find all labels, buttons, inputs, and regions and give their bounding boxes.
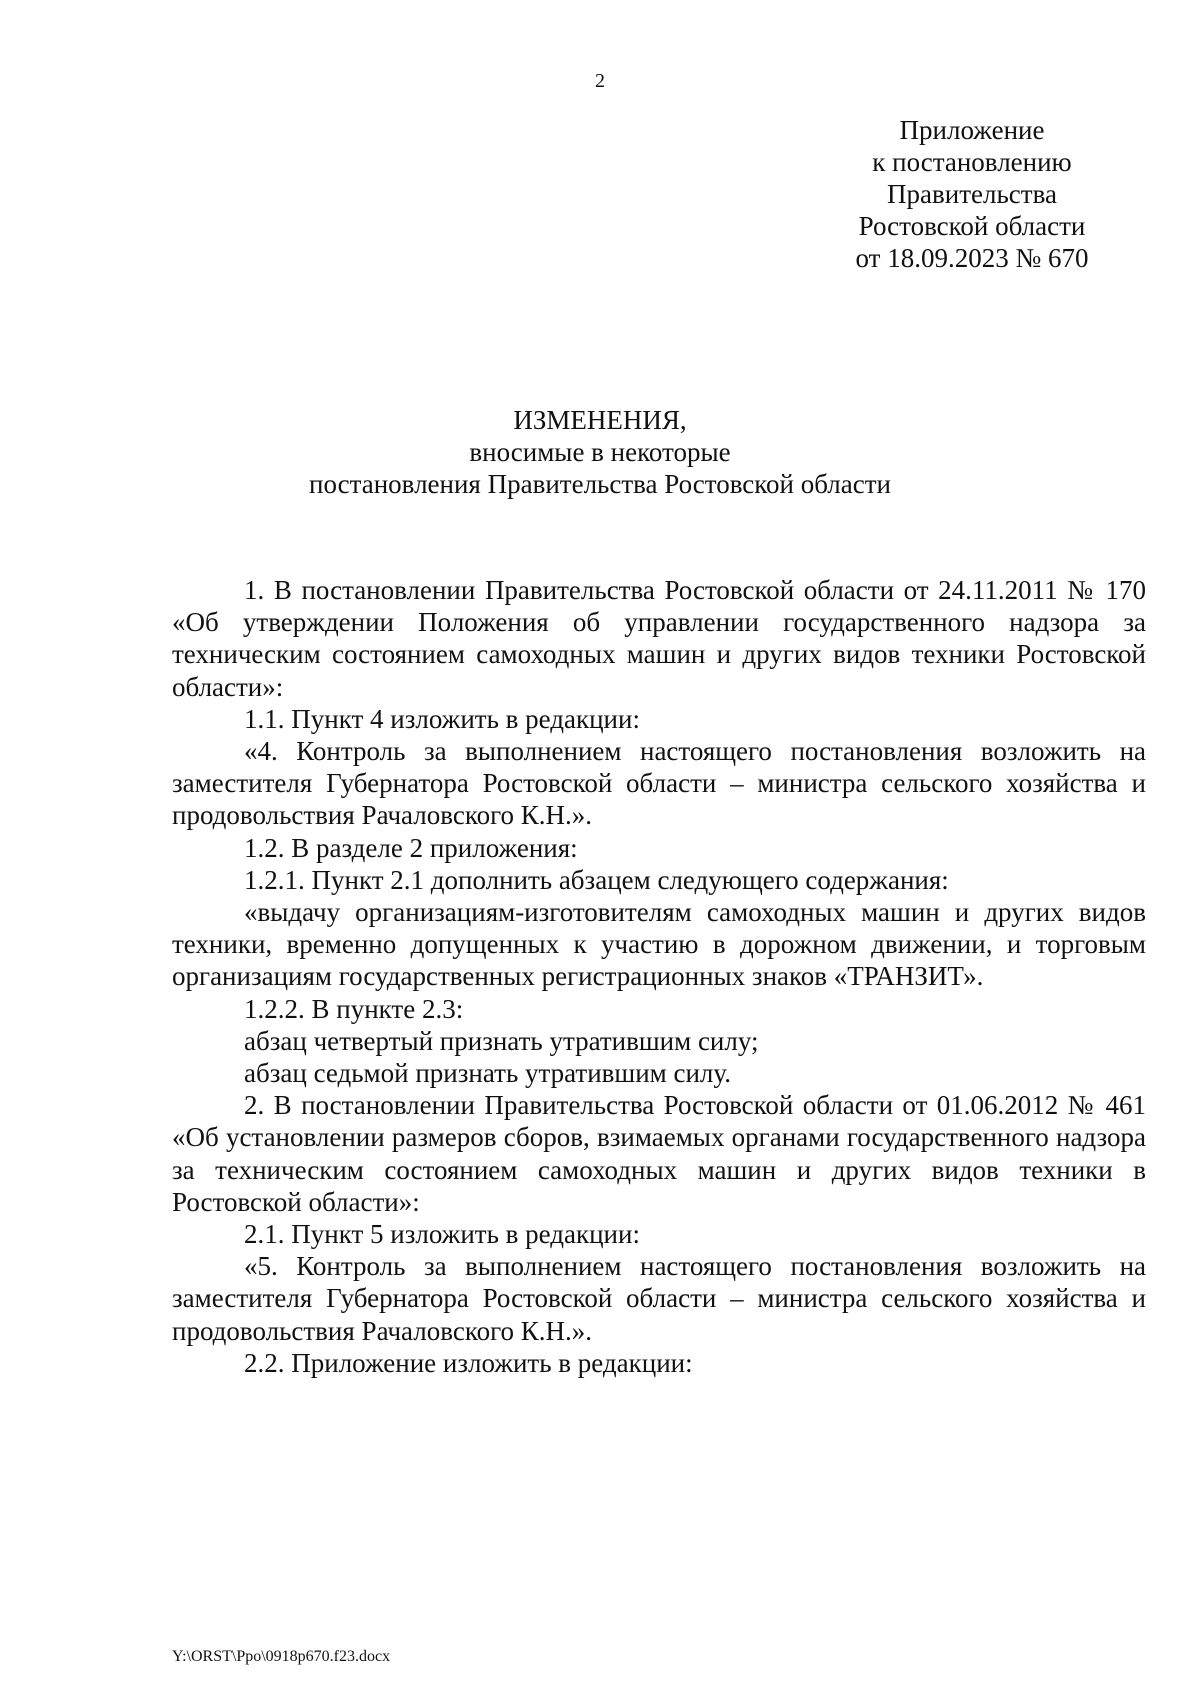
paragraph: 2.1. Пункт 5 изложить в редакции:	[244, 1219, 640, 1250]
paragraph: 1.2.2. В пункте 2.3:	[244, 993, 464, 1024]
paragraph: 1. В постановлении Правительства Ростовской области от 24.11.2011 № 170 «Об утверждении Положения об управлении государственного надзора за техническим состоянием самоходных машин и других видов техники Ростовской области»:	[172, 575, 1146, 702]
appendix-header	[772, 114, 1172, 274]
paragraph: 1.1. Пункт 4 изложить в редакции:	[244, 703, 640, 734]
title-subheading: вносимые в некоторые	[469, 437, 731, 467]
paragraph: абзац четвертый признать утратившим силу;	[244, 1025, 759, 1056]
paragraph: «4. Контроль за выполнением настоящего постановления возложить на заместителя Губернатора Ростовской области – министра сельского хозяйства и продовольствия Рачаловского К.Н.».	[172, 736, 1146, 831]
paragraph: 2.2. Приложение изложить в редакции:	[244, 1347, 693, 1378]
appendix-line: от 18.09.2023 № 670	[855, 243, 1089, 273]
paragraph: 2. В постановлении Правительства Ростовской области от 01.06.2012 № 461 «Об установлении размеров сборов, взимаемых органами государственного надзора за техническим состоянием самоходных машин и других видов техники в Ростовской области»:	[172, 1090, 1146, 1217]
paragraph: абзац седьмой признать утратившим силу.	[244, 1058, 731, 1089]
page-number: 2	[595, 70, 605, 92]
title-subheading: постановления Правительства Ростовской области	[309, 469, 891, 499]
appendix-line: Приложение	[899, 115, 1045, 145]
document-body	[172, 574, 1146, 1379]
appendix-line: Правительства	[887, 179, 1057, 209]
document-title	[0, 404, 1200, 500]
paragraph: 1.2. В разделе 2 приложения:	[244, 832, 578, 863]
paragraph: 1.2.1. Пункт 2.1 дополнить абзацем следующего содержания:	[244, 864, 949, 895]
appendix-line: Ростовской области	[858, 211, 1086, 241]
footer-file-path: Y:\ORST\Ppo\0918p670.f23.docx	[172, 1648, 391, 1665]
paragraph: «выдачу организациям-изготовителям самоходных машин и других видов техники, временно допущенных к участию в дорожном движении, и торговым организациям государственных регистрационных знаков «ТРАНЗИТ».	[172, 897, 1146, 992]
paragraph: «5. Контроль за выполнением настоящего постановления возложить на заместителя Губернатора Ростовской области – министра сельского хозяйства и продовольствия Рачаловского К.Н.».	[172, 1251, 1146, 1346]
title-heading: ИЗМЕНЕНИЯ,	[513, 405, 687, 435]
appendix-line: к постановлению	[872, 147, 1072, 177]
